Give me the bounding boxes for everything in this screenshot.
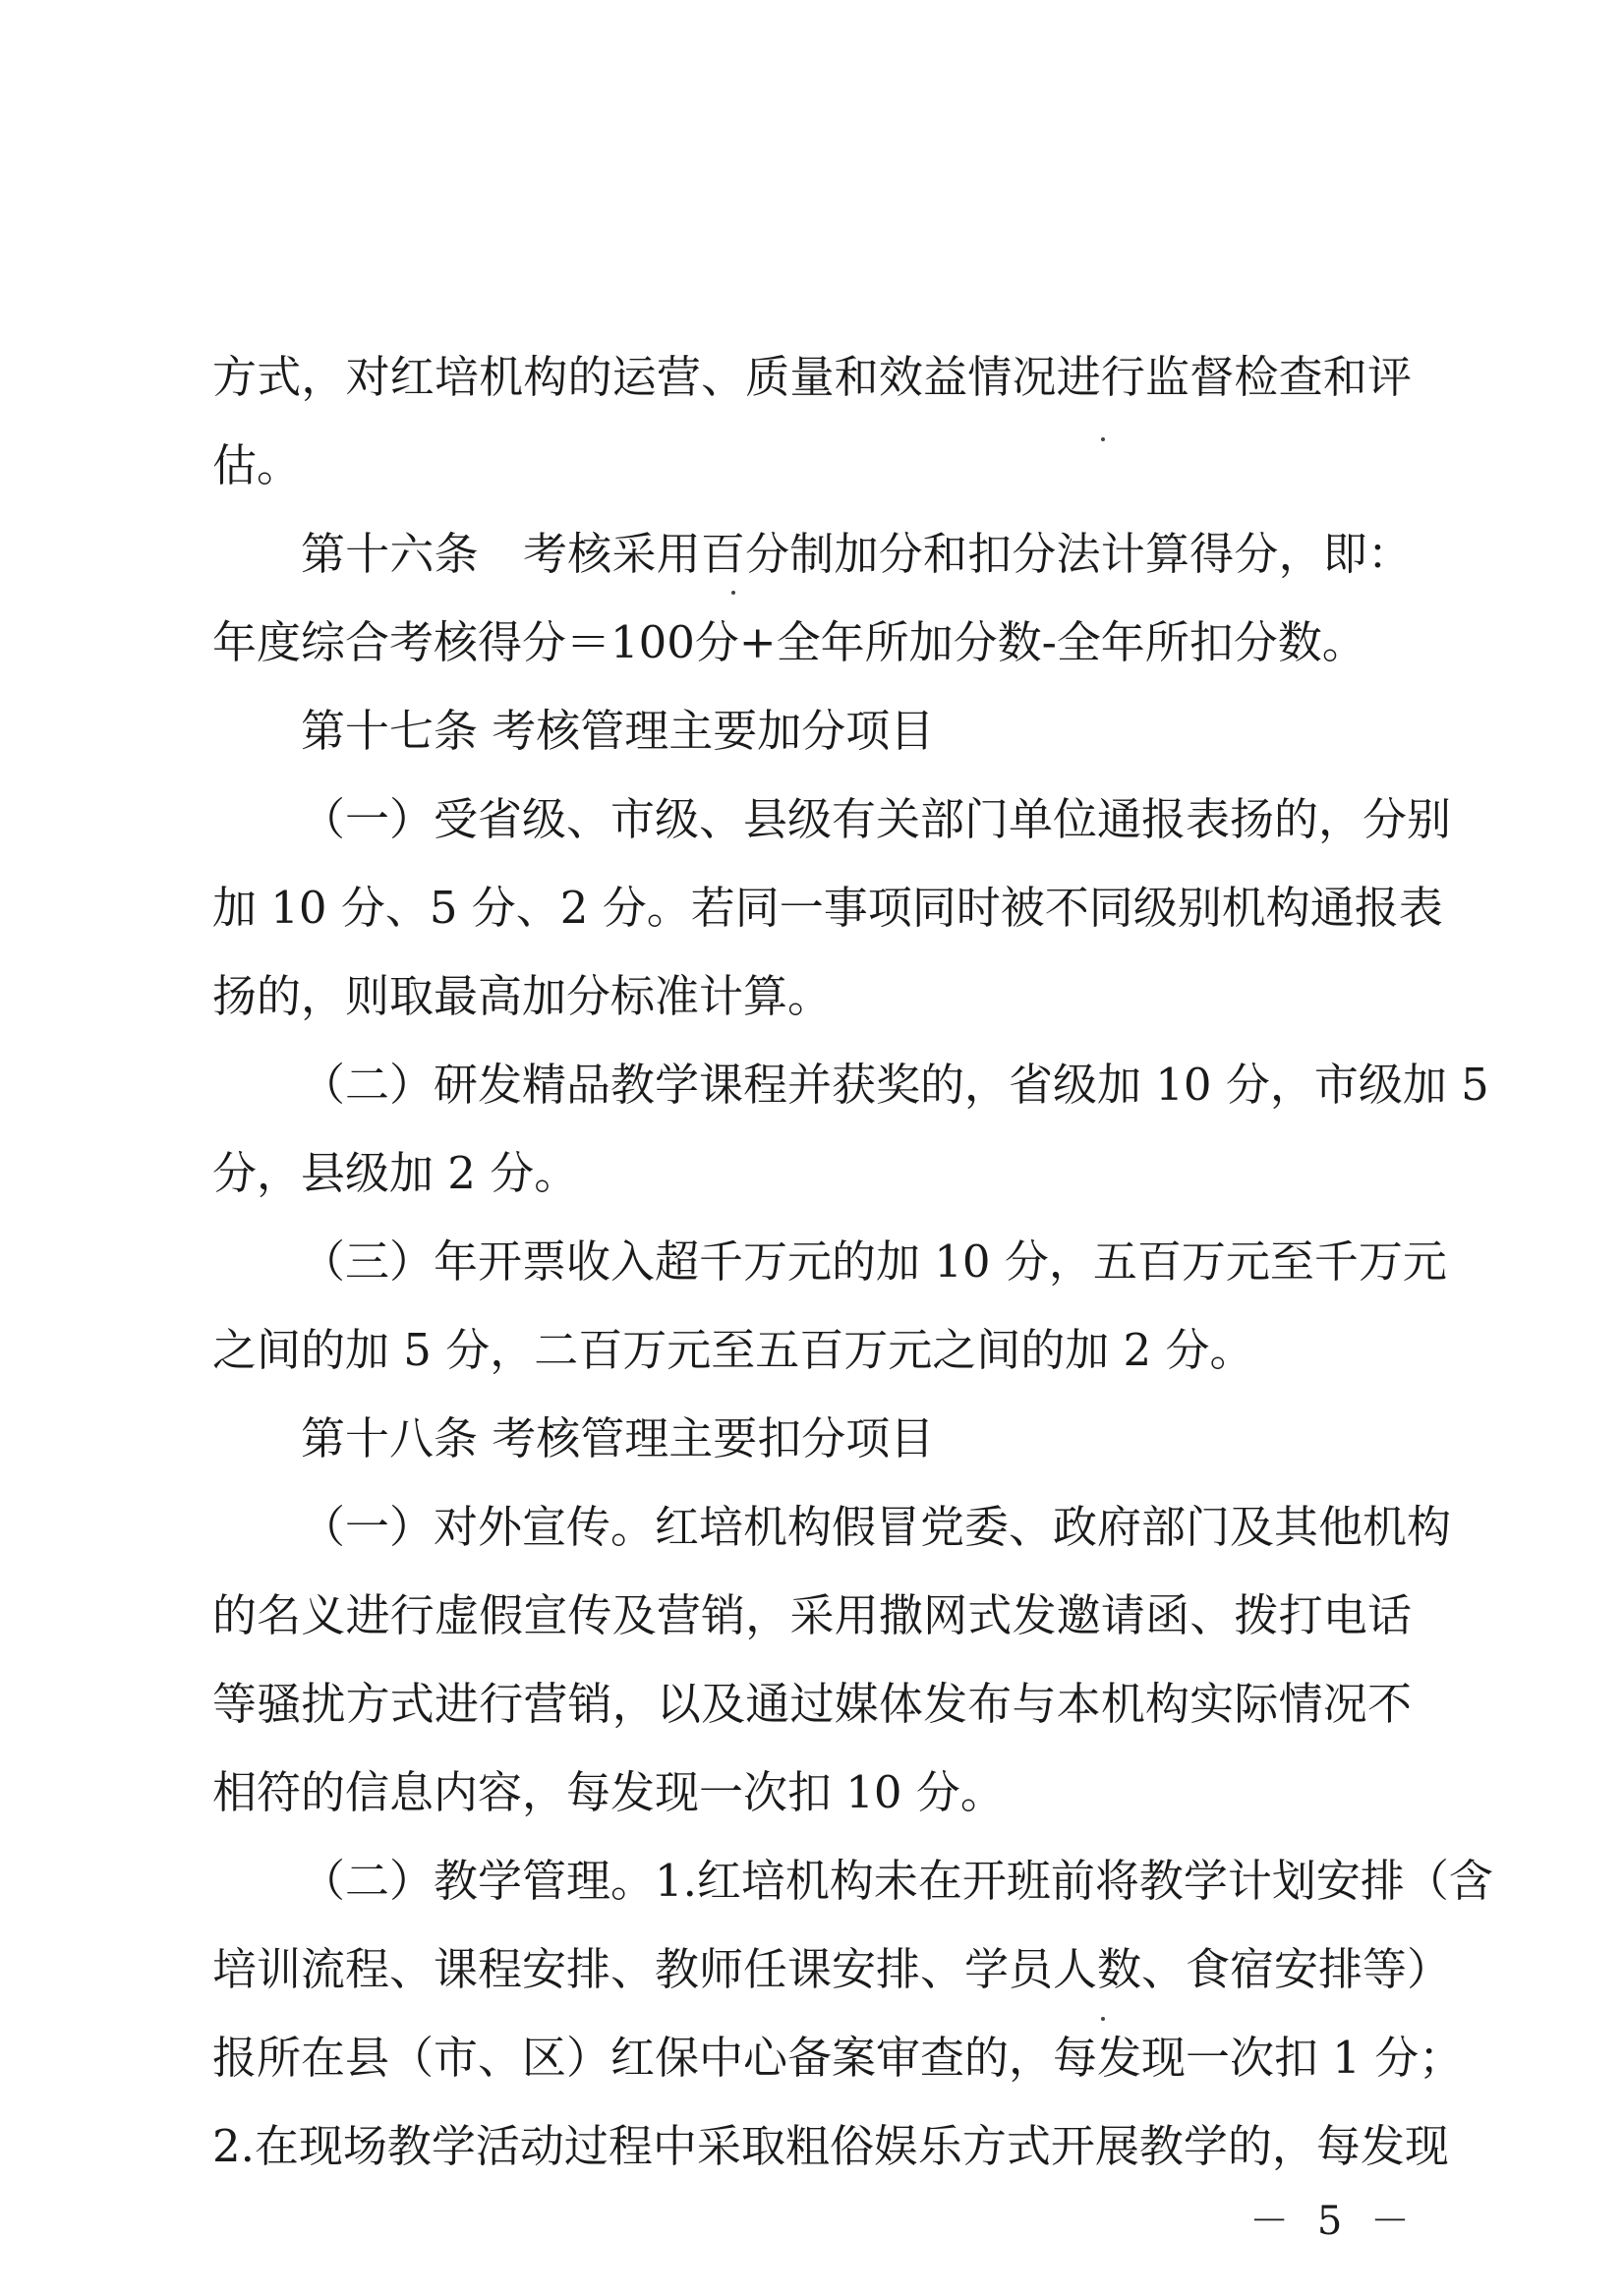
text-line: （三）年开票收入超千万元的加 10 分，五百万元至千万元 <box>301 1235 1447 1288</box>
text-line: 加 10 分、5 分、2 分。若同一事项同时被不同级别机构通报表 <box>212 882 1443 934</box>
text-line: 之间的加 5 分，二百万元至五百万元之间的加 2 分。 <box>212 1324 1254 1376</box>
page-number: － 5 － <box>1249 2199 1418 2244</box>
text-line: （二）研发精品教学课程并获奖的，省级加 10 分，市级加 5 <box>301 1059 1489 1111</box>
article-17-heading: 第十七条 考核管理主要加分项目 <box>301 705 935 757</box>
text-line: 扬的，则取最高加分标准计算。 <box>212 970 833 1022</box>
article-18-heading: 第十八条 考核管理主要扣分项目 <box>301 1412 935 1464</box>
scan-speck <box>731 591 735 595</box>
scan-speck <box>1101 437 1105 441</box>
scan-speck <box>1101 2017 1105 2021</box>
text-line: 2.在现场教学活动过程中采取粗俗娱乐方式开展教学的，每发现 <box>212 2120 1449 2172</box>
text-line: 等骚扰方式进行营销，以及通过媒体发布与本机构实际情况不 <box>212 1678 1412 1730</box>
text-line: 的名义进行虚假宣传及营销，采用撒网式发邀请函、拨打电话 <box>212 1589 1412 1641</box>
text-line: （二）教学管理。1.红培机构未在开班前将教学计划安排（含 <box>301 1855 1493 1907</box>
article-16-heading: 第十六条 考核采用百分制加分和扣分法计算得分，即： <box>301 528 1412 580</box>
text-line: 相符的信息内容，每发现一次扣 10 分。 <box>212 1766 1005 1818</box>
text-line: 估。 <box>212 439 302 491</box>
text-line: 分，县级加 2 分。 <box>212 1147 579 1199</box>
text-line: 方式，对红培机构的运营、质量和效益情况进行监督检查和评 <box>212 351 1412 403</box>
text-line: （一）受省级、市级、县级有关部门单位通报表扬的，分别 <box>301 793 1452 845</box>
text-line: 培训流程、课程安排、教师任课安排、学员人数、食宿安排等） <box>212 1943 1452 1995</box>
text-line: （一）对外宣传。红培机构假冒党委、政府部门及其他机构 <box>301 1501 1452 1553</box>
text-line: 报所在县（市、区）红保中心备案审查的，每发现一次扣 1 分； <box>212 2032 1464 2084</box>
text-line: 年度综合考核得分＝100分+全年所加分数-全年所扣分数。 <box>212 616 1366 668</box>
